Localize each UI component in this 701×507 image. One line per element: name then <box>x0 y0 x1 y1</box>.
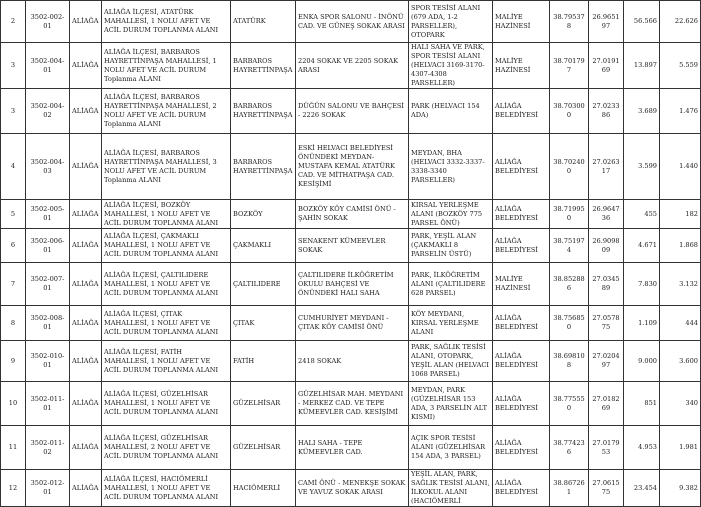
address: GÜZELHİSAR MAH. MEYDANI - MERKEZ CAD. VE TEPE KÜMEEVLER CAD. KESİŞİMİ <box>296 382 409 426</box>
district: ALİAĞA <box>70 1 102 43</box>
row-number: 12 <box>1 470 26 507</box>
table-row <box>1 382 701 426</box>
longitude: 26.965197 <box>589 1 624 43</box>
table-row <box>1 1 701 43</box>
capacity: 182 <box>660 200 701 229</box>
row-number: 6 <box>1 229 26 263</box>
area-size: 3.689 <box>624 89 660 134</box>
row-number: 8 <box>1 306 26 341</box>
table-row <box>1 341 701 382</box>
area-name: ALİAĞA İLÇESİ, BARBAROS HAYRETTİNPAŞA MAHALLESİ, 1 NOLU AFET VE ACİL DURUM Toplanma ALANI <box>102 43 231 89</box>
capacity: 3.600 <box>660 341 701 382</box>
row-number: 7 <box>1 263 26 306</box>
longitude: 27.023386 <box>589 89 624 134</box>
neighborhood: BARBAROS HAYRETTİNPAŞA <box>231 43 296 89</box>
area-size: 9.000 <box>624 341 660 382</box>
longitude: 27.034589 <box>589 263 624 306</box>
area-code: 3502-007-01 <box>26 263 70 306</box>
area-size: 1.109 <box>624 306 660 341</box>
latitude: 38.867261 <box>550 470 589 507</box>
area-size: 7.830 <box>624 263 660 306</box>
area-description: PARK, İLKÖĞRETİM ALANI (ÇALTILIDERE 628 PARSEL) <box>409 263 493 306</box>
address: SENAKENT KÜMEEVLER SOKAK <box>296 229 409 263</box>
owner: ALİAĞA BELEDİYESİ <box>493 382 550 426</box>
address: DÜĞÜN SALONU VE BAHÇESİ - 2226 SOKAK <box>296 89 409 134</box>
latitude: 38.702400 <box>550 134 589 200</box>
latitude: 38.852886 <box>550 263 589 306</box>
capacity: 1.868 <box>660 229 701 263</box>
area-size: 13.897 <box>624 43 660 89</box>
address: 2204 SOKAK VE 2205 SOKAK ARASI <box>296 43 409 89</box>
area-name: ALİAĞA İLÇESİ, ATATÜRK MAHALLESİ, 1 NOLU AFET VE ACİL DURUM TOPLANMA ALANI <box>102 1 231 43</box>
table-row <box>1 263 701 306</box>
neighborhood: BARBAROS HAYRETTİNPAŞA <box>231 89 296 134</box>
latitude: 38.775550 <box>550 382 589 426</box>
row-number: 10 <box>1 382 26 426</box>
table-row <box>1 229 701 263</box>
longitude: 27.018269 <box>589 382 624 426</box>
latitude: 38.703000 <box>550 89 589 134</box>
district: ALİAĞA <box>70 89 102 134</box>
latitude: 38.751974 <box>550 229 589 263</box>
area-description: PARK (HELVACI 154 ADA) <box>409 89 493 134</box>
longitude: 26.909809 <box>589 229 624 263</box>
owner: ALİAĞA BELEDİYESİ <box>493 341 550 382</box>
capacity: 340 <box>660 382 701 426</box>
longitude: 27.020497 <box>589 341 624 382</box>
district: ALİAĞA <box>70 229 102 263</box>
district: ALİAĞA <box>70 43 102 89</box>
row-number: 11 <box>1 426 26 470</box>
area-size: 23.454 <box>624 470 660 507</box>
area-size: 4.953 <box>624 426 660 470</box>
area-description: KIRSAL YERLEŞME ALANI (BOZKÖY 775 PARSEL ÖNÜ) <box>409 200 493 229</box>
area-size: 455 <box>624 200 660 229</box>
latitude: 38.756850 <box>550 306 589 341</box>
address: CUMHURİYET MEYDANI - ÇITAK KÖY CAMİSİ ÖNÜ <box>296 306 409 341</box>
longitude: 27.019169 <box>589 43 624 89</box>
neighborhood: ÇAKMAKLI <box>231 229 296 263</box>
area-code: 3502-004-01 <box>26 43 70 89</box>
capacity: 3.132 <box>660 263 701 306</box>
area-code: 3502-004-02 <box>26 89 70 134</box>
area-description: YEŞİL ALAN, PARK, SAĞLIK TESİSİ ALANI, İLKOKUL ALANI (HACIÖMERLİ <box>409 470 493 507</box>
table-row <box>1 89 701 134</box>
capacity: 1.981 <box>660 426 701 470</box>
area-description: HALI SAHA VE PARK, SPOR TESİSİ ALANI (HELVACI 3169-3170-4307-4308 PARSELLER) <box>409 43 493 89</box>
capacity: 1.476 <box>660 89 701 134</box>
capacity: 1.440 <box>660 134 701 200</box>
area-size: 56.566 <box>624 1 660 43</box>
area-description: SPOR TESİSİ ALANI (679 ADA, 1-2 PARSELLER), OTOPARK <box>409 1 493 43</box>
district: ALİAĞA <box>70 341 102 382</box>
area-code: 3502-005-01 <box>26 200 70 229</box>
owner: ALİAĞA BELEDİYESİ <box>493 426 550 470</box>
area-code: 3502-011-01 <box>26 382 70 426</box>
row-number: 3 <box>1 89 26 134</box>
longitude: 27.026317 <box>589 134 624 200</box>
address: ÇALTILIDERE İLKÖĞRETİM OKULU BAHÇESİ VE ÖNÜNDEKİ HALI SAHA <box>296 263 409 306</box>
neighborhood: BOZKÖY <box>231 200 296 229</box>
owner: ALİAĞA BELEDİYESİ <box>493 306 550 341</box>
latitude: 38.701797 <box>550 43 589 89</box>
table-row <box>1 426 701 470</box>
area-size: 851 <box>624 382 660 426</box>
latitude: 38.774236 <box>550 426 589 470</box>
district: ALİAĞA <box>70 306 102 341</box>
neighborhood: GÜZELHİSAR <box>231 382 296 426</box>
district: ALİAĞA <box>70 263 102 306</box>
capacity: 444 <box>660 306 701 341</box>
area-code: 3502-011-02 <box>26 426 70 470</box>
district: ALİAĞA <box>70 470 102 507</box>
area-name: ALİAĞA İLÇESİ, HACIÖMERLİ MAHALLESİ, 1 NOLU AFET VE ACİL DURUM TOPLANMA ALANI <box>102 470 231 507</box>
row-number: 3 <box>1 43 26 89</box>
area-description: MEYDAN, BHA (HELVACI 3332-3337-3338-3340 PARSELLER) <box>409 134 493 200</box>
table-row <box>1 134 701 200</box>
area-name: ALİAĞA İLÇESİ, BARBAROS HAYRETTİNPAŞA MAHALLESİ, 3 NOLU AFET VE ACİL DURUM Toplanma ALANI <box>102 134 231 200</box>
address: BOZKÖY KÖY CAMİSİ ÖNÜ - ŞAHİN SOKAK <box>296 200 409 229</box>
neighborhood: GÜZELHİSAR <box>231 426 296 470</box>
table-row <box>1 200 701 229</box>
area-name: ALİAĞA İLÇESİ, FATİH MAHALLESİ, 1 NOLU AFET VE ACİL DURUM TOPLANMA ALANI <box>102 341 231 382</box>
area-code: 3502-002-01 <box>26 1 70 43</box>
area-name: ALİAĞA İLÇESİ, ÇAKMAKLI MAHALLESİ, 1 NOLU AFET VE ACİL DURUM TOPLANMA ALANI <box>102 229 231 263</box>
address: HALI SAHA - TEPE KÜMEEVLER CAD. <box>296 426 409 470</box>
latitude: 38.795378 <box>550 1 589 43</box>
area-description: AÇIK SPOR TESİSİ ALANI (GÜZELHİSAR 154 ADA, 3 PARSEL) <box>409 426 493 470</box>
owner: ALİAĞA BELEDİYESİ <box>493 134 550 200</box>
area-description: PARK, YEŞİL ALAN (ÇAKMAKLI 8 PARSELİN ÜSTÜ) <box>409 229 493 263</box>
area-code: 3502-008-01 <box>26 306 70 341</box>
table-row <box>1 470 701 507</box>
district: ALİAĞA <box>70 382 102 426</box>
longitude: 27.017953 <box>589 426 624 470</box>
address: ENKA SPOR SALONU - İNÖNÜ CAD. VE GÜNEŞ SOKAK ARASI <box>296 1 409 43</box>
latitude: 38.698108 <box>550 341 589 382</box>
owner: ALİAĞA BELEDİYESİ <box>493 200 550 229</box>
area-name: ALİAĞA İLÇESİ, GÜZELHİSAR MAHALLESİ, 1 NOLU AFET VE ACİL DURUM TOPLANMA ALANI <box>102 382 231 426</box>
table-row <box>1 306 701 341</box>
area-code: 3502-010-01 <box>26 341 70 382</box>
capacity: 22.626 <box>660 1 701 43</box>
area-name: ALİAĞA İLÇESİ, ÇITAK MAHALLESİ, 1 NOLU AFET VE ACİL DURUM TOPLANMA ALANI <box>102 306 231 341</box>
area-name: ALİAĞA İLÇESİ, BOZKÖY MAHALLESİ, 1 NOLU AFET VE ACİL DURUM TOPLANMA ALANI <box>102 200 231 229</box>
district: ALİAĞA <box>70 426 102 470</box>
owner: ALİAĞA BELEDİYESİ <box>493 470 550 507</box>
area-name: ALİAĞA İLÇESİ, GÜZELHİSAR MAHALLESİ, 2 NOLU AFET VE ACİL DURUM TOPLANMA ALANI <box>102 426 231 470</box>
address: ESKİ HELVACI BELEDİYESİ ÖNÜNDEKİ MEYDAN-MUSTAFA KEMAL ATATÜRK CAD. VE MİTHATPAŞA CAD. KESİŞİMİ <box>296 134 409 200</box>
neighborhood: FATİH <box>231 341 296 382</box>
neighborhood: BARBAROS HAYRETTİNPAŞA <box>231 134 296 200</box>
neighborhood: HACIÖMERLİ <box>231 470 296 507</box>
area-code: 3502-004-03 <box>26 134 70 200</box>
capacity: 9.382 <box>660 470 701 507</box>
area-name: ALİAĞA İLÇESİ, ÇALTILIDERE MAHALLESİ, 1 NOLU AFET VE ACİL DURUM TOPLANMA ALANI <box>102 263 231 306</box>
owner: ALİAĞA BELEDİYESİ <box>493 229 550 263</box>
longitude: 27.057875 <box>589 306 624 341</box>
address: 2418 SOKAK <box>296 341 409 382</box>
latitude: 38.719950 <box>550 200 589 229</box>
district: ALİAĞA <box>70 134 102 200</box>
neighborhood: ATATÜRK <box>231 1 296 43</box>
row-number: 5 <box>1 200 26 229</box>
neighborhood: ÇITAK <box>231 306 296 341</box>
area-name: ALİAĞA İLÇESİ, BARBAROS HAYRETTİNPAŞA MAHALLESİ, 2 NOLU AFET VE ACİL DURUM Toplanma ALANI <box>102 89 231 134</box>
area-code: 3502-012-01 <box>26 470 70 507</box>
longitude: 26.964736 <box>589 200 624 229</box>
area-size: 3.599 <box>624 134 660 200</box>
capacity: 5.559 <box>660 43 701 89</box>
area-size: 4.671 <box>624 229 660 263</box>
district: ALİAĞA <box>70 200 102 229</box>
owner: MALİYE HAZİNESİ <box>493 1 550 43</box>
area-description: PARK, SAĞLIK TESİSİ ALANI, OTOPARK, YEŞİL ALAN (HELVACI 1068 PARSEL) <box>409 341 493 382</box>
owner: MALİYE HAZİNESİ <box>493 263 550 306</box>
row-number: 9 <box>1 341 26 382</box>
longitude: 27.061575 <box>589 470 624 507</box>
row-number: 2 <box>1 1 26 43</box>
neighborhood: ÇALTILIDERE <box>231 263 296 306</box>
owner: ALİAĞA BELEDİYESİ <box>493 89 550 134</box>
row-number: 4 <box>1 134 26 200</box>
address: CAMİ ÖNÜ - MENEKŞE SOKAK VE YAVUZ SOKAK ARASI <box>296 470 409 507</box>
area-description: MEYDAN, PARK (GÜZELHİSAR 153 ADA, 3 PARSELİN ALT KISMI) <box>409 382 493 426</box>
table-row <box>1 43 701 89</box>
area-description: KÖY MEYDANI, KIRSAL YERLEŞME ALANI <box>409 306 493 341</box>
area-code: 3502-006-01 <box>26 229 70 263</box>
owner: MALİYE HAZİNESİ <box>493 43 550 89</box>
